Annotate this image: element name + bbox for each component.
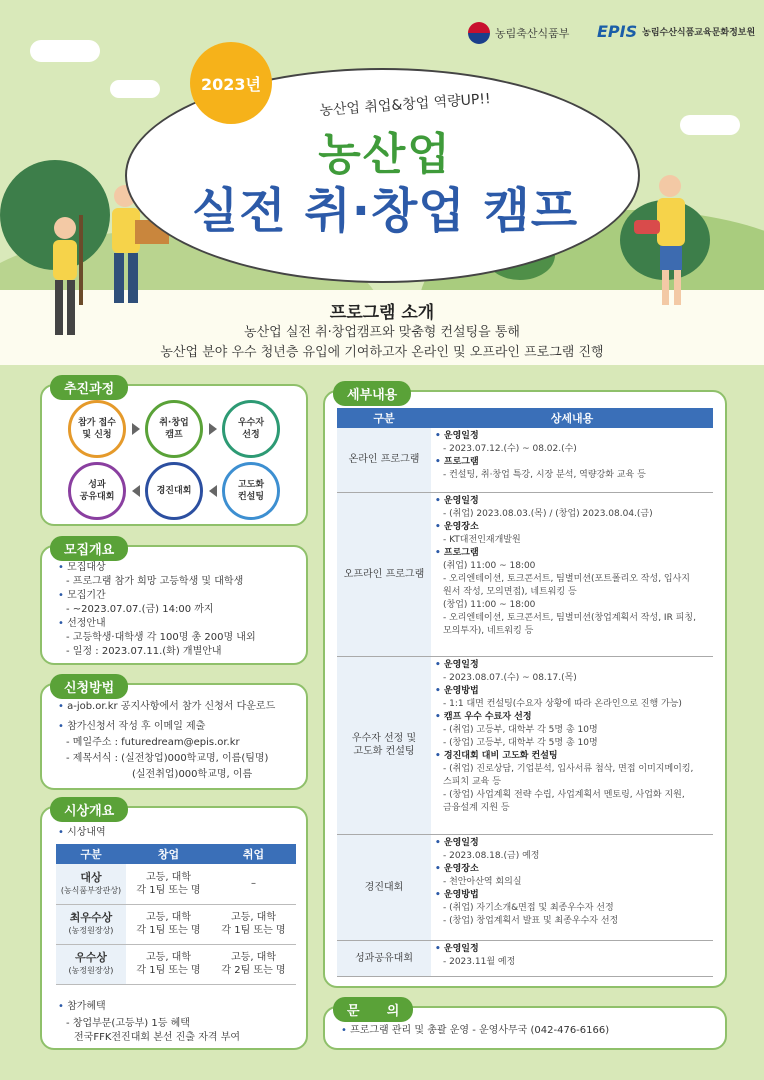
award-name: 대상: [80, 870, 102, 884]
apply-subject-startup: - 제목서식 : (실전창업)000학교명, 이름(팀명): [66, 753, 269, 764]
intro-line: 농산업 실전 취·창업캠프와 맞춤형 컨설팅을 통해: [244, 325, 520, 340]
detail-item: • 운영일정: [435, 495, 709, 508]
award-note: (농정원장상): [68, 926, 114, 935]
detail-category: 온라인 프로그램: [337, 428, 431, 492]
recruit-list: [58, 561, 303, 659]
detail-sub: - (취업) 2023.08.03.(목) / (창업) 2023.08.04.(금): [443, 508, 653, 519]
process-step-3: 우수자 선정: [222, 400, 280, 458]
award-note: (농식품부장관상): [60, 885, 122, 895]
detail-item: • 운영일정: [435, 659, 709, 672]
detail-item: • 운영일정: [435, 837, 709, 850]
title-line-1: 농산업: [318, 129, 452, 180]
process-step-2: 취·창업 캠프: [145, 400, 203, 458]
award-job: 고등, 대학 각 1팀 또는 명: [211, 904, 296, 944]
apply-subject-job: (실전취업)000학교명, 이름: [132, 769, 253, 780]
detail-item: • 경진대회 대비 고도화 컨설팅: [435, 750, 709, 763]
table-row: [337, 428, 713, 492]
detail-sub: - 컨설팅, 취·창업 특강, 시장 분석, 역량강화 교육 등: [443, 470, 646, 480]
award-startup: 고등, 대학 각 1팀 또는 명: [126, 904, 211, 944]
detail-sub: - 2023.08.18.(금) 예정: [443, 850, 540, 861]
details-header: 구분: [337, 408, 431, 428]
process-step-5: 경진대회: [145, 462, 203, 520]
details-header: 상세내용: [431, 408, 713, 428]
cloud: [110, 80, 160, 98]
detail-sub: - (취업) 진로상담, 기업분석, 입사서류 첨삭, 면접 이미지메이킹, 스피치 교육 등 - (창업) 사업계획 전략 수립, 사업계획서 멘토링, 사업화 지원, 금융설계 지원 등: [443, 763, 694, 813]
awards-header: 창업: [126, 844, 211, 864]
table-row: [337, 492, 713, 656]
awards-header: 구분: [56, 844, 126, 864]
awards-section: [40, 806, 308, 1050]
process-step-6: 성과 공유대회: [68, 462, 126, 520]
detail-item: • 캠프 우수 수료자 선정: [435, 711, 709, 724]
detail-sub: - (취업) 자기소개&면접 및 최종우수자 선정 - (창업) 창업계획서 발표 및 최종우수자 선정: [443, 902, 619, 926]
intro-description: [0, 323, 764, 363]
award-startup: 고등, 대학 각 1팀 또는 명: [126, 864, 211, 904]
cloud: [680, 115, 740, 135]
detail-item: • 운영장소: [435, 521, 709, 534]
apply-submit: • 참가신청서 작성 후 이메일 제출: [58, 719, 303, 735]
detail-item: • 운영장소: [435, 863, 709, 876]
detail-category: 성과공유대회: [337, 940, 431, 976]
detail-item: • 운영방법: [435, 685, 709, 698]
recruit-label: 모집개요: [50, 536, 128, 561]
detail-item: • 프로그램: [435, 456, 709, 469]
hero-illustration: [0, 0, 764, 365]
apply-email: - 메일주소 : futuredream@epis.or.kr: [66, 737, 240, 748]
table-row: [337, 656, 713, 834]
recruit-item-title: • 모집대상: [58, 561, 303, 575]
detail-item: • 운영일정: [435, 430, 709, 443]
arrow-left-icon: [209, 485, 217, 497]
ministry-name: 농림축산식품부: [495, 27, 570, 40]
apply-label: 신청방법: [50, 674, 128, 699]
table-row: [56, 944, 296, 984]
table-row: [56, 864, 296, 904]
table-row: [337, 940, 713, 976]
process-step-1: 참가 접수 및 신청: [68, 400, 126, 458]
detail-item: • 프로그램: [435, 547, 709, 560]
arrow-right-icon: [209, 423, 217, 435]
recruit-item-title: • 모집기간: [58, 589, 303, 603]
process-label: 추진과정: [50, 375, 128, 400]
awards-table: [56, 844, 296, 985]
detail-sub: - 천안아산역 회의실: [443, 876, 522, 887]
table-row: [56, 904, 296, 944]
recruit-item-title: • 선정안내: [58, 617, 303, 631]
benefit-title: • 참가혜택: [58, 1000, 303, 1014]
recruit-item-line: - ~2023.07.07.(금) 14:00 까지: [66, 604, 214, 615]
detail-sub: - 2023.07.12.(수) ~ 08.02.(수): [443, 444, 577, 454]
benefit-line: - 창업부문(고등부) 1등 혜택: [66, 1018, 190, 1029]
detail-category: 오프라인 프로그램: [337, 492, 431, 656]
detail-category: 경진대회: [337, 834, 431, 940]
title-line-2: 실전 취·창업 캠프: [191, 183, 579, 239]
process-step-4: 고도화 컨설팅: [222, 462, 280, 520]
ministry-logo: [468, 22, 569, 44]
details-table: [337, 408, 713, 977]
detail-sub: - 1:1 대면 컨설팅(수요자 상황에 따라 온라인으로 진행 가능): [443, 698, 682, 709]
award-note: (농정원장상): [68, 966, 114, 975]
detail-item: • 운영방법: [435, 889, 709, 902]
subtitle: 농산업 취업&창업 역량UP!!: [318, 91, 492, 119]
benefit: [58, 1000, 303, 1045]
benefit-line: 전국FFK전진대회 본선 진출 자격 부여: [74, 1032, 241, 1043]
detail-category: 우수자 선정 및 고도화 컨설팅: [337, 656, 431, 834]
awards-label: 시상개요: [50, 797, 128, 822]
details-section: [323, 390, 727, 988]
details-label: 세부내용: [333, 381, 411, 406]
epis-mark: EPIS: [597, 22, 638, 41]
awards-subtitle: • 시상내역: [58, 826, 106, 840]
detail-sub: - (취업) 고등부, 대학부 각 5명 총 10명 - (창업) 고등부, 대학부 각 5명 총 10명: [443, 724, 598, 748]
award-job: –: [211, 864, 296, 904]
arrow-left-icon: [132, 485, 140, 497]
detail-sub: - 2023.08.07.(수) ~ 08.17.(목): [443, 672, 577, 683]
apply-list: [58, 699, 303, 783]
epis-name: 농림수산식품교육문화정보원: [642, 28, 756, 38]
contact-line: • 프로그램 관리 및 총괄 운영 - 운영사무국 (042-476-6166): [341, 1024, 721, 1038]
award-job: 고등, 대학 각 2팀 또는 명: [211, 944, 296, 984]
taeguk-icon: [468, 22, 490, 44]
detail-sub: - 2023.11월 예정: [443, 956, 516, 967]
intro-line: 농산업 분야 우수 청년층 유입에 기여하고자 온라인 및 오프라인 프로그램 진행: [160, 345, 604, 360]
recruit-section: [40, 545, 308, 665]
award-name: 최우수상: [69, 911, 113, 924]
recruit-item-line: - 고등학생·대학생 각 100명 총 200명 내외: [66, 632, 256, 643]
cloud: [30, 40, 100, 62]
arrow-right-icon: [132, 423, 140, 435]
award-startup: 고등, 대학 각 1팀 또는 명: [126, 944, 211, 984]
table-row: [337, 834, 713, 940]
apply-section: [40, 683, 308, 790]
recruit-item-line: - 일정 : 2023.07.11.(화) 개별안내: [66, 646, 222, 657]
detail-item: • 운영일정: [435, 943, 709, 956]
awards-header: 취업: [211, 844, 296, 864]
intro-title: 프로그램 소개: [329, 303, 435, 323]
recruit-item-line: - 프로그램 참가 희망 고등학생 및 대학생: [66, 576, 244, 587]
gardener-woman-illustration: [630, 170, 710, 310]
detail-sub: (취업) 11:00 ~ 18:00 - 오리엔테이션, 토크콘서트, 팀별미션(포트폴리오 작성, 입사지 원서 작성, 모의면접), 네트워킹 등 (창업) 11:00 ~ 18:00 - 오리엔테이션, 토크콘서트, 팀별미션(창업계획서 작성, IR 피칭, 모의투자), 네트워킹 등: [443, 560, 696, 636]
process-section: [40, 384, 308, 526]
apply-download: • a-job.or.kr 공지사항에서 참가 신청서 다운로드: [58, 699, 303, 715]
epis-logo: [597, 22, 755, 41]
award-name: 우수상: [75, 951, 107, 964]
detail-sub: - KT대전인재개발원: [443, 534, 521, 545]
year-badge: 2023년: [190, 42, 272, 124]
contact-label: 문 의: [333, 997, 413, 1022]
